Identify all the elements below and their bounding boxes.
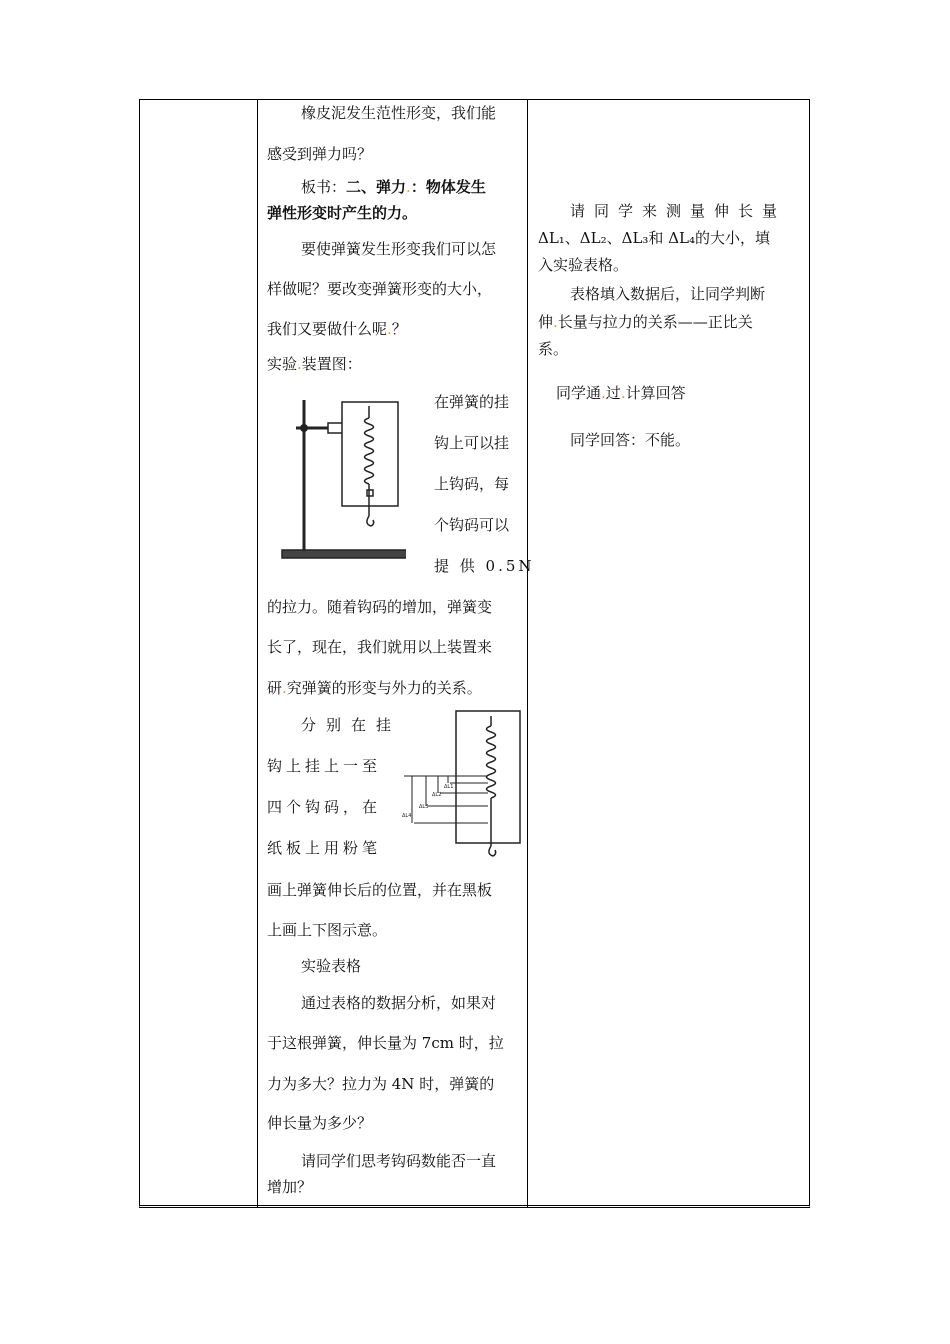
text-line: 钩上挂上一至 (267, 757, 382, 775)
text-line: 的拉力。随着钩码的增加，弹簧变 (267, 598, 493, 616)
figure-caption-line: 在弹簧的挂 (434, 393, 510, 411)
text-line: 入实验表格。 (538, 256, 629, 274)
figure-caption-line: 提 供 0.5N (434, 557, 535, 575)
text-line: 四个钩码，在 (267, 798, 382, 816)
column-divider-2 (527, 99, 528, 1207)
delta-label-2: ΔL2 (432, 792, 442, 798)
text-line: 同学回答：不能。 (570, 431, 691, 449)
board-note-line: 板书：二、弹力.：物体发生 (301, 178, 486, 196)
text-line: 于这根弹簧，伸长量为 7cm 时，拉 (267, 1034, 504, 1052)
text-line: 长了，现在，我们就用以上装置来 (267, 638, 493, 656)
figure-caption-line: 个钩码可以 (434, 516, 510, 534)
text-line: 纸板上用粉笔 (267, 839, 382, 857)
text-line: 表格填入数据后，让同学判断 (570, 285, 766, 303)
text-line: 研.究弹簧的形变与外力的关系。 (267, 679, 482, 697)
column-divider-1 (257, 99, 258, 1207)
text-line: 画上弹簧伸长后的位置，并在黑板 (267, 881, 493, 899)
text-line: 伸长量为多少？ (267, 1114, 373, 1132)
delta-label-4: ΔL4 (402, 813, 412, 819)
text-line: 通过表格的数据分析，如果对 (301, 994, 497, 1012)
text-line: 实验表格 (301, 957, 362, 975)
text-line: 增加？ (267, 1178, 313, 1196)
text-line: 同学通.过.计算回答 (556, 384, 686, 402)
text-line: 请同学们思考钩码数能否一直 (301, 1152, 497, 1170)
text-line: 系。 (538, 340, 569, 358)
text-line: 样做呢？要改变弹簧形变的大小， (267, 280, 493, 298)
text-line: 感受到弹力吗？ (267, 145, 373, 163)
text-line: 请同学来测量伸长量 (570, 202, 787, 220)
text-line: 力为多大？拉力为 4N 时，弹簧的 (267, 1075, 495, 1093)
figure-caption-line: 上钩码，每 (434, 475, 510, 493)
text-line: 要使弹簧发生形变我们可以怎 (301, 240, 497, 258)
text-line: 我们又要做什么呢.？ (267, 320, 407, 338)
board-note-line: 弹性形变时产生的力。 (267, 204, 418, 222)
spring-extension-figure (400, 708, 524, 866)
spring-apparatus-figure (278, 392, 406, 567)
text-line: 伸.长量与拉力的关系——正比关 (538, 313, 753, 331)
text-line: 实验.装置图： (267, 355, 362, 373)
text-line: ΔL₁、ΔL₂、ΔL₃和 ΔL₄的大小，填 (538, 229, 770, 247)
figure-caption-line: 钩上可以挂 (434, 434, 510, 452)
delta-label-3: ΔL3 (419, 804, 429, 810)
text-line: 分别在挂 (301, 716, 402, 734)
text-line: 橡皮泥发生范性形变，我们能 (301, 104, 497, 122)
text-line: 上画上下图示意。 (267, 921, 388, 939)
delta-label-1: ΔL1 (444, 784, 454, 790)
